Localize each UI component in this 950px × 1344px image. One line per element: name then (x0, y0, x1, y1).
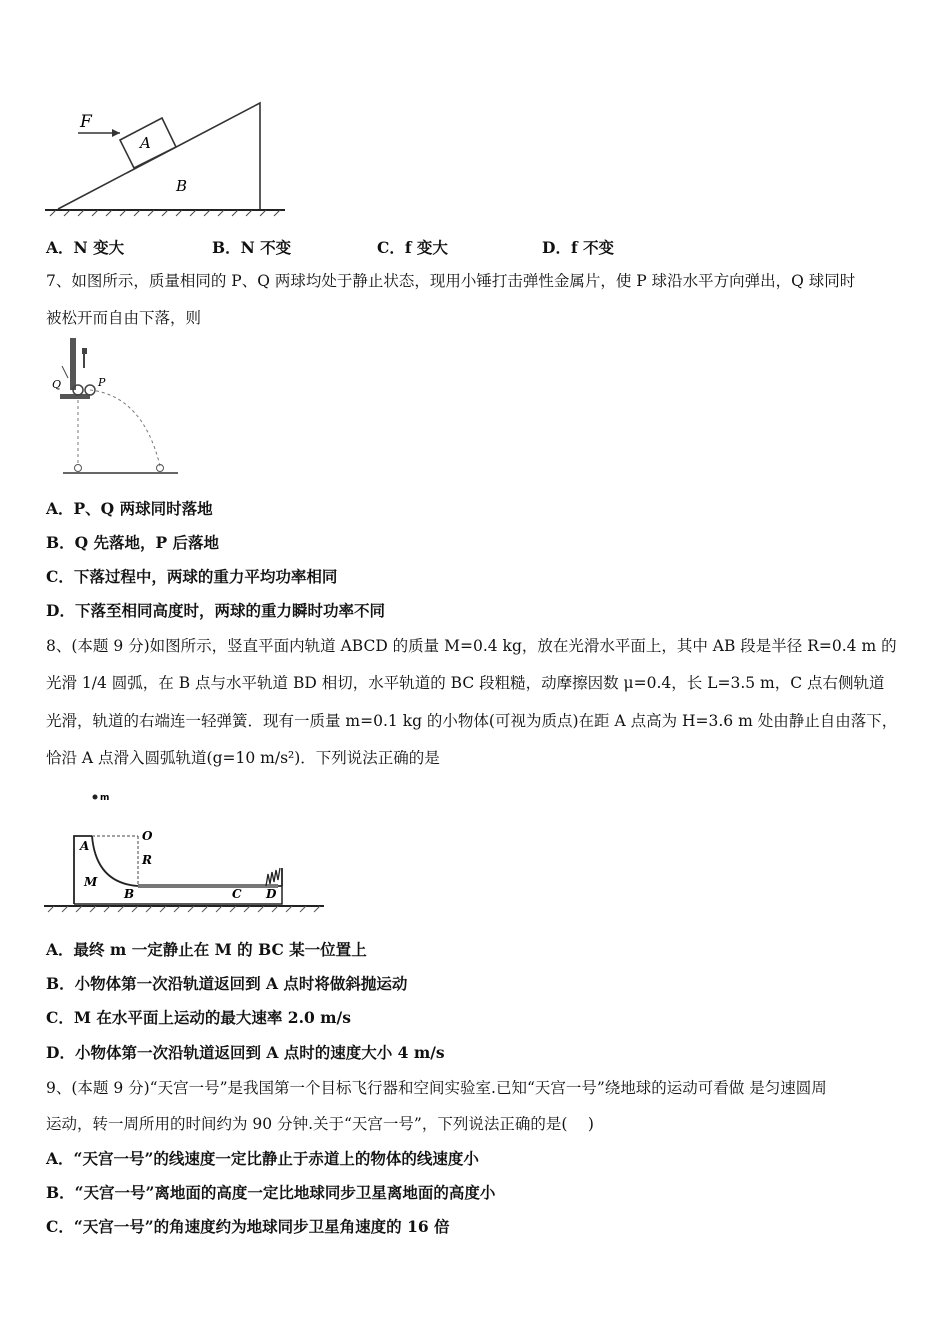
q6-option-b: B．N 不变 (212, 238, 292, 257)
radius-r-label: R (142, 853, 152, 867)
q6-option-c: C．f 变大 (377, 238, 448, 257)
center-o-label: O (142, 829, 153, 843)
q9-option-c: C．“天宫一号”的角速度约为地球同步卫星角速度的 16 倍 (46, 1217, 450, 1236)
q9-option-b: B．“天宫一号”离地面的高度一定比地球同步卫星离地面的高度小 (46, 1183, 496, 1202)
incline-b-label: B (176, 177, 188, 195)
ball-q-label: Q (52, 378, 62, 391)
q9-stem-line2: 运动，转一周所用的时间约为 90 分钟.关于“天宫一号”，下列说法正确的是( ) (46, 1115, 594, 1133)
point-d-label: D (266, 887, 277, 901)
q7-option-b: B．Q 先落地，P 后落地 (46, 533, 220, 552)
q8-stem-line2: 光滑 1/4 圆弧，在 B 点与水平轨道 BD 相切，水平轨道的 BC 段粗糙，动摩擦因数 μ=0.4，长 L=3.5 m，C 点右侧轨道 (46, 674, 885, 692)
track-m-label: M (84, 875, 98, 889)
projectile-figure (48, 336, 183, 484)
q8-option-a: A．最终 m 一定静止在 M 的 BC 某一位置上 (46, 940, 367, 959)
q8-option-c: C．M 在水平面上运动的最大速率 2.0 m/s (46, 1008, 351, 1027)
point-c-label: C (232, 887, 242, 901)
block-a-label: A (140, 134, 151, 152)
q8-option-b: B．小物体第一次沿轨道返回到 A 点时将做斜抛运动 (46, 974, 408, 993)
point-a-label: A (80, 839, 90, 853)
q7-stem-line2: 被松开而自由下落，则 (46, 309, 202, 327)
q8-stem-line1: 8、(本题 9 分)如图所示，竖直平面内轨道 ABCD 的质量 M=0.4 kg，放在光滑水平面上，其中 AB 段是半径 R=0.4 m 的 (46, 637, 897, 655)
ball-p-label: P (98, 376, 106, 389)
q7-option-a: A．P、Q 两球同时落地 (46, 499, 213, 518)
q8-option-d: D．小物体第一次沿轨道返回到 A 点时的速度大小 4 m/s (46, 1043, 445, 1062)
q9-option-a: A．“天宫一号”的线速度一定比静止于赤道上的物体的线速度小 (46, 1149, 479, 1168)
q7-stem-line1: 7、如图所示，质量相同的 P、Q 两球均处于静止状态，现用小锤打击弹性金属片，使 P 球沿水平方向弹出，Q 球同时 (46, 272, 856, 290)
incline-figure (40, 95, 295, 220)
force-label: F (80, 112, 92, 132)
q6-option-d: D．f 不变 (542, 238, 615, 257)
q6-option-a: A．N 变大 (46, 238, 125, 257)
q9-stem-line1: 9、(本题 9 分)“天宫一号”是我国第一个目标飞行器和空间实验室.已知“天宫一号”绕地球的运动可看做 是匀速圆周 (46, 1079, 827, 1097)
point-b-label: B (124, 887, 135, 901)
small-mass-label: m (100, 793, 110, 803)
q7-option-c: C．下落过程中，两球的重力平均功率相同 (46, 567, 338, 586)
q7-option-d: D．下落至相同高度时，两球的重力瞬时功率不同 (46, 601, 385, 620)
q8-stem-line4: 恰沿 A 点滑入圆弧轨道(g=10 m/s²)．下列说法正确的是 (46, 749, 440, 767)
track-figure (44, 788, 329, 918)
q8-stem-line3: 光滑，轨道的右端连一轻弹簧．现有一质量 m=0.1 kg 的小物体(可视为质点)在距 A 点高为 H=3.6 m 处由静止自由落下， (46, 712, 898, 730)
